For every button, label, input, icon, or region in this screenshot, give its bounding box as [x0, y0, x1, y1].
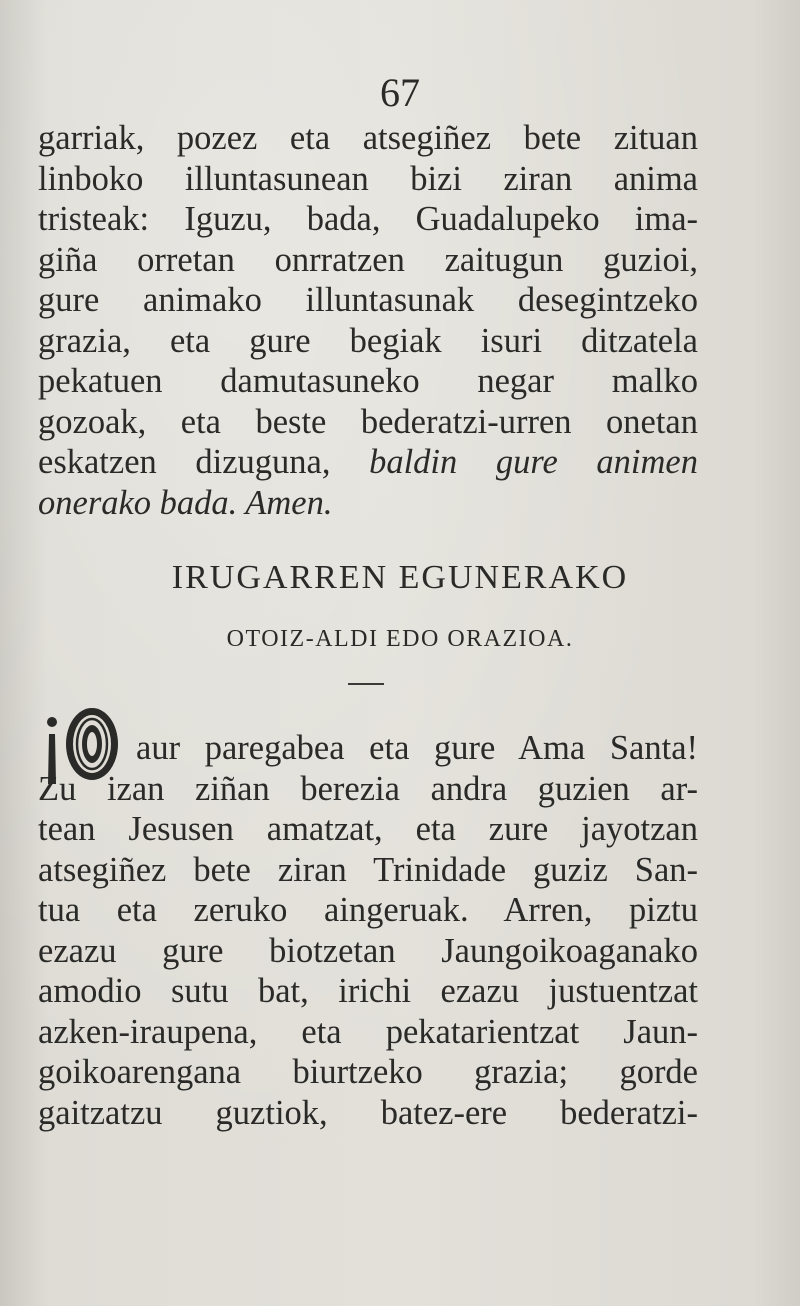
text-line: pekatuen damutasuneko negar malko	[38, 362, 698, 400]
text-line: gure animako illuntasunak desegintzeko	[38, 281, 698, 319]
text-line: linboko illuntasunean bizi ziran anima	[38, 159, 698, 198]
divider-rule	[348, 683, 384, 685]
section-heading: IRUGARREN EGUNERAKO	[171, 559, 629, 596]
text-line: atsegiñez bete ziran Trinidade guziz San-	[38, 850, 698, 889]
text-line: garriak, pozez eta atsegiñez bete zituan	[38, 119, 698, 157]
section-subheading: OTOIZ-ALDI EDO ORAZIOA.	[226, 626, 574, 652]
text-regular: eskatzen dizuguna,	[38, 443, 331, 481]
text-line: tua eta zeruko aingeruak. Arren, piztu	[38, 891, 698, 929]
text-line: tristeak: Iguzu, bada, Guadalupeko ima-	[38, 200, 698, 238]
text-line: amodio sutu bat, irichi ezazu justuentzat	[38, 972, 698, 1010]
text-line: tean Jesusen amatzat, eta zure jayotzan	[38, 810, 698, 848]
text-line: giña orretan onrratzen zaitugun guzioi,	[38, 240, 698, 279]
text-line: gaitzatzu guztiok, batez-ere bederatzi-	[38, 1093, 698, 1132]
text-line: Zu izan ziñan berezia andra guzien ar-	[38, 769, 698, 808]
text-line: azken-iraupena, eta pekatarientzat Jaun-	[38, 1012, 698, 1051]
text-line: aur paregabea eta gure Ama Santa!	[136, 729, 698, 767]
text-italic: baldin gure animen	[369, 443, 698, 481]
paragraph-2	[38, 728, 698, 1133]
text-line-italic: onerako bada. Amen.	[38, 483, 333, 522]
text-line: grazia, eta gure begiak isuri ditzatela	[38, 321, 698, 360]
text-line-mixed	[38, 442, 698, 483]
text-line: gozoak, eta beste bederatzi-urren onetan	[38, 402, 698, 441]
text-line: goikoarengana biurtzeko grazia; gorde	[38, 1053, 698, 1091]
paragraph-1	[38, 118, 698, 523]
page-number: 67	[380, 70, 420, 115]
text-line: ezazu gure biotzetan Jaungoikoaganako	[38, 931, 698, 970]
